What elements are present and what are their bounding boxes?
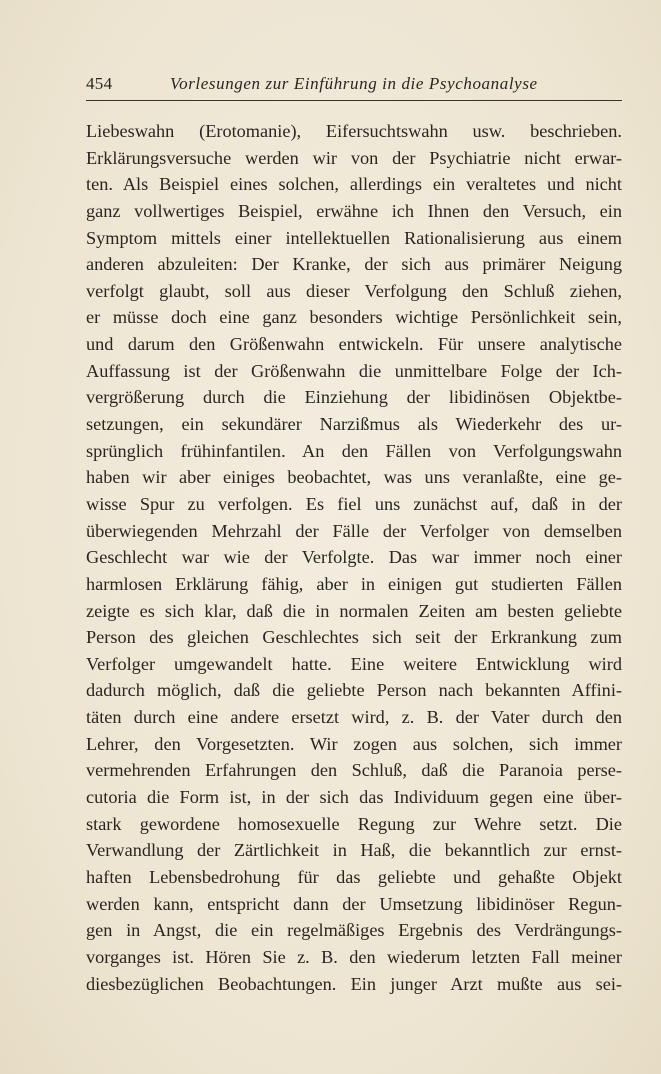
page-number: 454: [86, 74, 113, 93]
text-line: Geschlecht war wie der Verfolgte. Das war immer noch einer: [86, 547, 622, 568]
text-line: diesbezüglichen Beobachtungen. Ein junger Arzt mußte aus sei-: [86, 973, 622, 994]
text-line: Auffassung ist der Größenwahn die unmittelbare Folge der Ich-: [86, 360, 622, 381]
text-line: haben wir aber einiges beobachtet, was uns veranlaßte, eine ge-: [86, 467, 622, 488]
body-text: [86, 118, 622, 997]
text-line: überwiegenden Mehrzahl der Fälle der Verfolger von demselben: [86, 520, 622, 541]
text-line: ganz vollwertiges Beispiel, erwähne ich Ihnen den Versuch, ein: [86, 200, 622, 221]
text-line: sprünglich frühinfantilen. An den Fällen von Verfolgungswahn: [86, 440, 622, 461]
text-line: vermehrenden Erfahrungen den Schluß, daß die Paranoia perse-: [86, 760, 622, 781]
text-line: ten. Als Beispiel eines solchen, allerdings ein veraltetes und nicht: [86, 174, 622, 195]
text-line: und darum den Größenwahn entwickeln. Für unsere analytische: [86, 334, 622, 355]
text-line: cutoria die Form ist, in der sich das Individuum gegen eine über-: [86, 787, 622, 808]
running-title: Vorlesungen zur Einführung in die Psychoanalyse: [170, 74, 538, 93]
text-line: setzungen, ein sekundärer Narzißmus als Wiederkehr des ur-: [86, 414, 622, 435]
text-line: Person des gleichen Geschlechtes sich seit der Erkrankung zum: [86, 627, 622, 648]
header-rule: [86, 100, 622, 101]
text-line: wisse Spur zu verfolgen. Es fiel uns zunächst auf, daß in der: [86, 493, 622, 514]
text-line: stark gewordene homosexuelle Regung zur Wehre setzt. Die: [86, 813, 622, 834]
text-line: Verfolger umgewandelt hatte. Eine weitere Entwicklung wird: [86, 653, 622, 674]
text-line: Erklärungsversuche werden wir von der Psychiatrie nicht erwar-: [86, 147, 622, 168]
text-line: gen in Angst, die ein regelmäßiges Ergebnis des Verdrängungs-: [86, 920, 622, 941]
text-line: haften Lebensbedrohung für das geliebte und gehaßte Objekt: [86, 866, 622, 887]
text-line: er müsse doch eine ganz besonders wichtige Persönlichkeit sein,: [86, 307, 622, 328]
text-line: dadurch möglich, daß die geliebte Person nach bekannten Affini-: [86, 680, 622, 701]
text-line: harmlosen Erklärung fähig, aber in einigen gut studierten Fällen: [86, 573, 622, 594]
text-line: anderen abzuleiten: Der Kranke, der sich aus primärer Neigung: [86, 254, 622, 275]
text-line: täten durch eine andere ersetzt wird, z. B. der Vater durch den: [86, 707, 622, 728]
text-line: Liebeswahn (Erotomanie), Eifersuchtswahn usw. beschrieben.: [86, 121, 622, 141]
text-line: Lehrer, den Vorgesetzten. Wir zogen aus solchen, sich immer: [86, 733, 622, 754]
text-line: werden kann, entspricht dann der Umsetzung libidinöser Regun-: [86, 893, 622, 914]
text-line: verfolgt glaubt, soll aus dieser Verfolgung den Schluß ziehen,: [86, 280, 622, 301]
text-line: vorganges ist. Hören Sie z. B. den wiederum letzten Fall meiner: [86, 946, 622, 967]
page-header: [86, 74, 622, 96]
text-line: zeigte es sich klar, daß die in normalen Zeiten am besten geliebte: [86, 600, 622, 621]
text-line: Symptom mittels einer intellektuellen Rationalisierung aus einem: [86, 227, 622, 248]
text-line: vergrößerung durch die Einziehung der libidinösen Objektbe-: [86, 387, 622, 408]
text-line: Verwandlung der Zärtlichkeit in Haß, die bekanntlich zur ernst-: [86, 840, 622, 861]
